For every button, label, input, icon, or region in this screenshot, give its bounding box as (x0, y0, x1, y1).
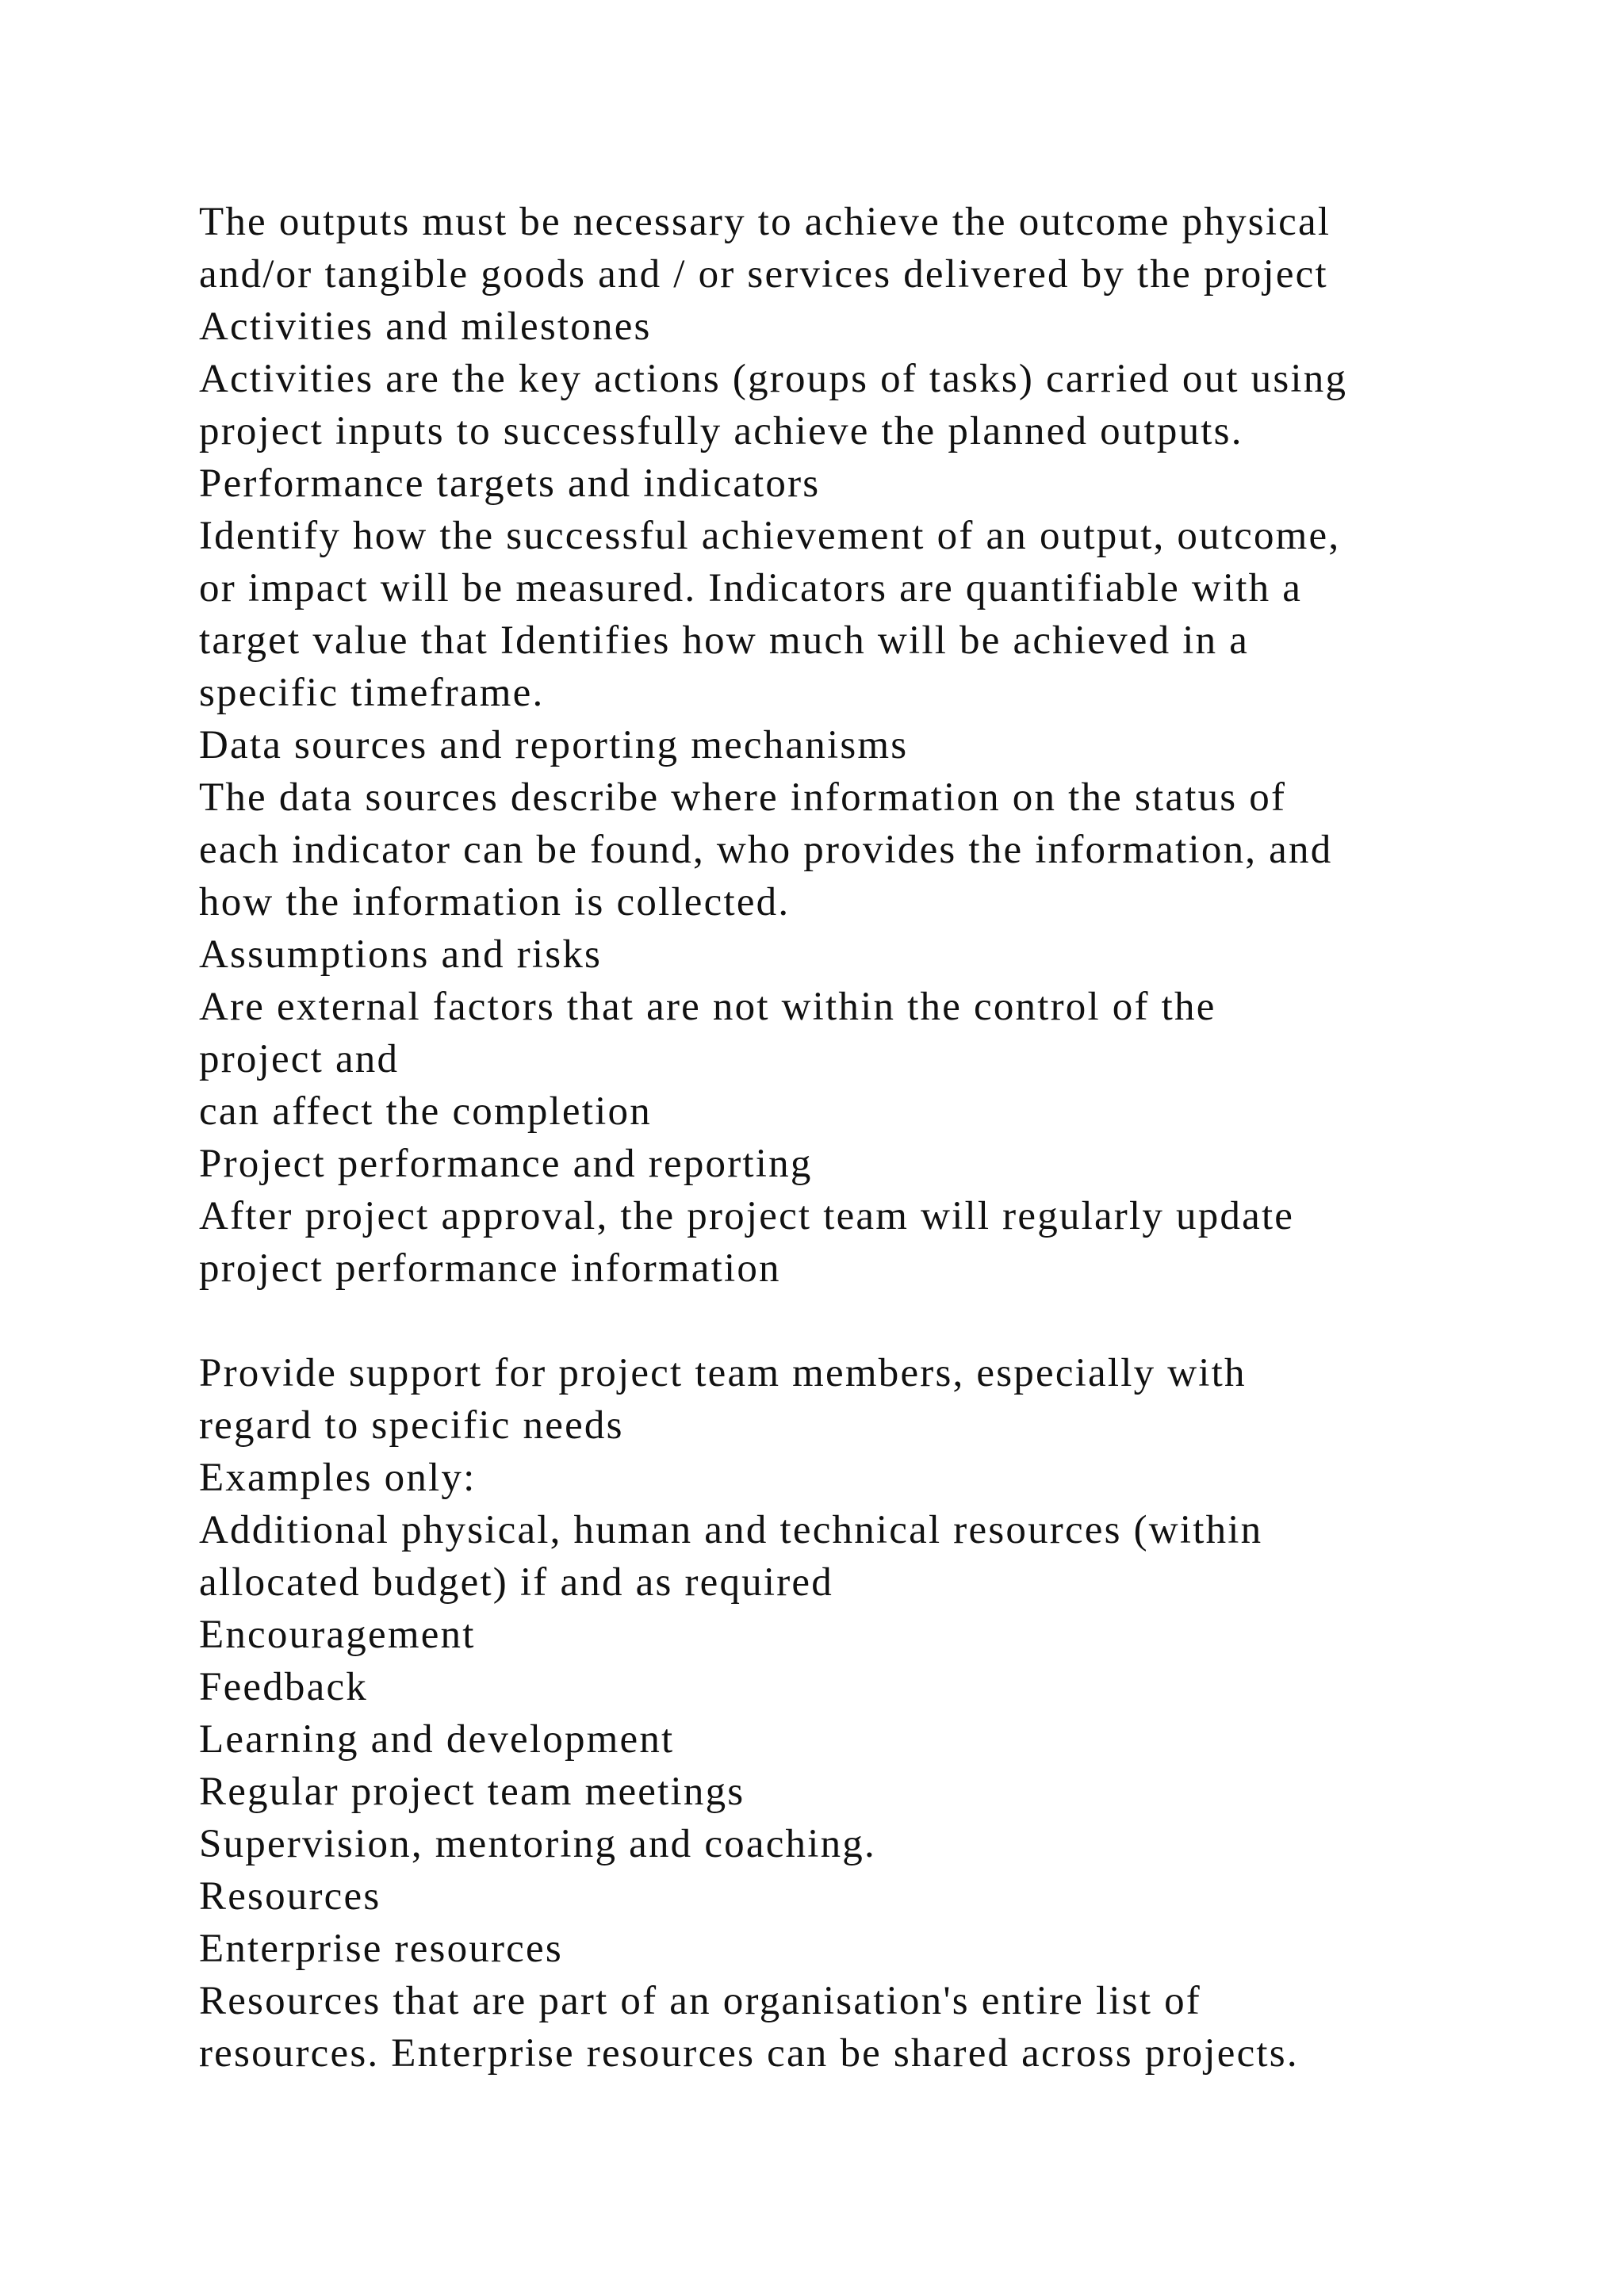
heading-activities-and-milestones: Activities and milestones (199, 304, 652, 349)
text-line: specific timeframe. (199, 671, 545, 715)
text-line: Identify how the successful achievement of an output, outcome, (199, 514, 1341, 558)
text-line: project inputs to successfully achieve the planned outputs. (199, 409, 1243, 453)
text-line: After project approval, the project team will regularly update (199, 1194, 1295, 1238)
text-line: Activities are the key actions (groups of tasks) carried out using (199, 357, 1348, 401)
list-item: Supervision, mentoring and coaching. (199, 1822, 876, 1866)
text-line: or impact will be measured. Indicators are quantifiable with a (199, 566, 1303, 610)
heading-enterprise-resources: Enterprise resources (199, 1927, 563, 1971)
list-item: allocated budget) if and as required (199, 1560, 833, 1605)
list-item: Regular project team meetings (199, 1770, 745, 1814)
text-line: target value that Identifies how much will be achieved in a (199, 618, 1250, 663)
text-line: The data sources describe where information on the status of (199, 775, 1287, 820)
text-line: regard to specific needs (199, 1403, 624, 1448)
heading-assumptions-and-risks: Assumptions and risks (199, 932, 603, 977)
text-line: how the information is collected. (199, 880, 791, 924)
text-line: and/or tangible goods and / or services delivered by the project (199, 252, 1328, 297)
list-item: Learning and development (199, 1717, 675, 1762)
text-line: The outputs must be necessary to achieve the outcome physical (199, 200, 1331, 244)
text-line: project performance information (199, 1246, 781, 1291)
text-line: Are external factors that are not within the control of the (199, 985, 1216, 1029)
heading-performance-targets: Performance targets and indicators (199, 461, 821, 506)
heading-resources: Resources (199, 1874, 381, 1919)
text-line: project and (199, 1037, 400, 1081)
text-line: can affect the completion (199, 1089, 652, 1134)
list-item: Additional physical, human and technical resources (within (199, 1508, 1263, 1552)
text-line: Provide support for project team members, especially with (199, 1351, 1247, 1395)
text-line: Resources that are part of an organisation's entire list of (199, 1979, 1201, 2023)
text-line: each indicator can be found, who provides the information, and (199, 828, 1333, 872)
list-item: Feedback (199, 1665, 369, 1709)
document-body (199, 196, 1547, 2080)
list-item: Encouragement (199, 1613, 476, 1657)
text-line: resources. Enterprise resources can be shared across projects. (199, 2031, 1299, 2076)
text-line: Examples only: (199, 1456, 477, 1500)
blank-line (199, 1295, 1547, 1347)
heading-data-sources: Data sources and reporting mechanisms (199, 723, 909, 767)
heading-project-performance: Project performance and reporting (199, 1142, 813, 1186)
